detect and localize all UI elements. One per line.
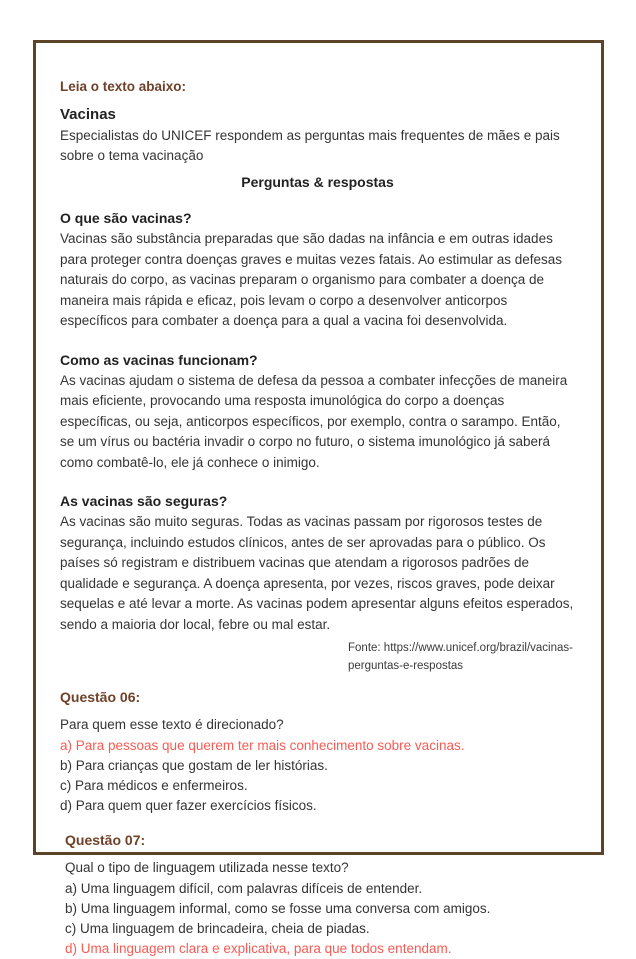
question-option: c) Para médicos e enfermeiros. <box>60 778 248 793</box>
question-prompt: Para quem esse texto é direcionado? <box>60 717 284 732</box>
question-label: Questão 06: <box>60 689 141 705</box>
source-line: perguntas-e-respostas <box>348 660 464 672</box>
source-line: Fonte: https://www.unicef.org/brazil/vacinas- <box>348 642 573 654</box>
question-07 <box>65 832 575 959</box>
question-option: b) Uma linguagem informal, como se fosse uma conversa com amigos. <box>65 901 491 916</box>
question-option: a) Para pessoas que querem ter mais conhecimento sobre vacinas. <box>60 738 465 753</box>
question-label: Questão 07: <box>65 832 146 848</box>
question-option: c) Uma linguagem de brincadeira, cheia de piadas. <box>65 921 370 936</box>
section-heading: Como as vacinas funcionam? <box>60 351 258 368</box>
source-citation <box>348 639 575 675</box>
document-subtitle: Especialistas do UNICEF respondem as perguntas mais frequentes de mães e pais sobre o tema vacinação <box>60 128 560 163</box>
section-heading: As vacinas são seguras? <box>60 493 228 509</box>
question-option: d) Uma linguagem clara e explicativa, para que todos entendam. <box>65 941 452 956</box>
qa-section-title: Perguntas & respostas <box>241 174 394 190</box>
text-section <box>60 352 575 474</box>
document-frame <box>33 40 604 956</box>
section-body: As vacinas são muito seguras. Todas as vacinas passam por rigorosos testes de segurança, incluindo estudos clínicos, antes de ser aprovadas para o público. Os países só registram e distribuem vacinas que atendam a rigorosos padrões de qualidade e segurança. A doença apresenta, por vezes, riscos graves, pode deixar sequelas e até levar a morte. As vacinas podem apresentar alguns efeitos esperados, sendo a maioria dor local, febre ou mal estar. <box>60 514 574 632</box>
text-section <box>60 493 575 635</box>
question-option: d) Para quem quer fazer exercícios físicos. <box>60 798 317 813</box>
section-heading: O que são vacinas? <box>60 210 192 226</box>
text-section <box>60 210 575 332</box>
question-06 <box>60 689 575 816</box>
question-option: a) Uma linguagem difícil, com palavras difíceis de entender. <box>65 881 423 896</box>
read-instruction: Leia o texto abaixo: <box>60 79 187 94</box>
section-body: Vacinas são substância preparadas que são dadas na infância e em outras idades para proteger contra doenças graves e muitas vezes fatais. Ao estimular as defesas naturais do corpo, as vacinas preparam o organismo para combater a doença de maneira mais rápida e eficaz, pois levam o corpo a desenvolver anticorpos específicos para combater a doença para a qual a vacina foi desenvolvida. <box>60 231 563 328</box>
question-prompt: Qual o tipo de linguagem utilizada nesse texto? <box>65 860 349 875</box>
question-option: b) Para crianças que gostam de ler histórias. <box>60 758 328 773</box>
document-title: Vacinas <box>60 106 116 123</box>
section-body: As vacinas ajudam o sistema de defesa da pessoa a combater infecções de maneira mais eficiente, provocando uma resposta imunológica do corpo a doenças específicas, ou seja, anticorpos específicos, por exemplo, contra o sarampo. Então, se um vírus ou bactéria invadir o corpo no futuro, o sistema imunológico já saberá como combatê-lo, ele já conhece o inimigo. <box>60 372 568 470</box>
